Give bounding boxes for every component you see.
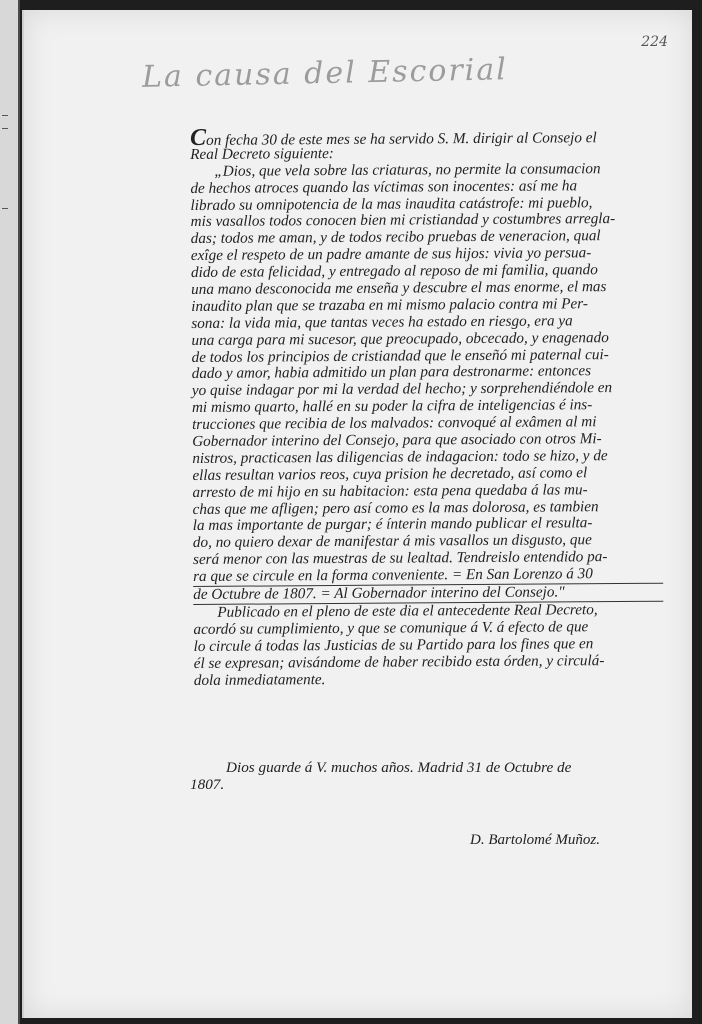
text-line: Real Decreto siguiente:: [190, 144, 334, 163]
handwritten-title: La causa del Escorial: [141, 52, 509, 95]
text-line: una mano desconocida me enseña y descubre el mas enorme, el mas: [191, 278, 607, 299]
text-line: será menor con las muestras de su lealtad. Tendreislo entendido pa-: [192, 548, 608, 569]
text-line: nistros, practicasen las diligencias de indagacion: todo se hizo, y de: [192, 447, 608, 467]
text-line: „Dios, que vela sobre las criaturas, no permite la consumacion: [214, 159, 601, 180]
text-line: acordó su cumplimiento, y que se comunique á V. á efecto de que: [193, 618, 589, 638]
dropcap: C: [189, 124, 207, 151]
signature: D. Bartolomé Muñoz.: [470, 832, 600, 848]
text-line: trucciones que recibia de los malvados: convoqué al exâmen al mi: [191, 413, 597, 434]
text-line: dado y amor, habia admitido un plan para destronarme: entonces: [191, 362, 592, 383]
text-line: das; todos me aman, y de todos recibo pruebas de veneracion, qual: [190, 227, 601, 248]
text-line: ellas resultan varios reos, cuya prision he decretado, así como el: [192, 464, 588, 484]
text-line: una carga para mi sucesor, que preocupado, obcecado, y enagenado: [191, 328, 609, 349]
text-line: librado su omnipotencia de la mas inaudita catástrofe: mi pueblo,: [190, 193, 593, 214]
text-line: dola inmediatamente.: [193, 670, 326, 689]
page-edge-mark: [2, 115, 8, 116]
text-line: la mas importante de purgar; é ínterin mando publicar el resulta-: [192, 514, 593, 535]
text-line: mis vasallos todos conocen bien mi cristiandad y costumbres arregla-: [190, 210, 616, 231]
text-line: do, no quiero dexar de manifestar á mis vasallos un disgusto, que: [192, 531, 592, 552]
text-line: lo circule á todas las Justicias de su Partido para los fines que en: [193, 634, 594, 655]
text-line: de Octubre de 1807. = Al Gobernador interino del Consejo.": [193, 584, 663, 605]
text-line: arresto de mi hijo en su habitacion: esta pena quedaba á las mu-: [192, 480, 588, 501]
text-line: mi mismo quarto, hallé en su poder la cifra de inteligencias é ins-: [191, 396, 593, 417]
text-line: chas que me afligen; pero así como es la mas dolorosa, es tambien: [192, 497, 599, 518]
text-line: dido de esta felicidad, y entregado al reposo de mi familia, quando: [190, 261, 598, 282]
text-line: ra que se circule en la forma conveniente. = En San Lorenzo á 30: [193, 566, 663, 587]
text-line: Publicado en el pleno de este dia el antecedente Real Decreto,: [217, 601, 598, 621]
greeting-year: 1807.: [190, 775, 225, 793]
text-line: él se expresan; avisándome de haber recibido esta órden, y circulá-: [193, 651, 605, 672]
page-edge-mark: [2, 208, 8, 209]
closing-greeting: [190, 760, 660, 794]
text-line: sona: la vida mia, que tantas veces ha estado en riesgo, era ya: [191, 312, 573, 332]
text-line: de hechos atroces quando las víctimas son inocentes: así me ha: [190, 176, 578, 197]
page-edge-mark: [2, 128, 8, 129]
text-line: Gobernador interino del Consejo, para que asociado con otros Mi-: [192, 430, 602, 451]
greeting-line: Dios guarde á V. muchos años. Madrid 31 de Octubre de: [226, 759, 572, 776]
text-line: Con fecha 30 de este mes se ha servido S. M. dirigir al Consejo el: [189, 124, 597, 151]
left-page-edge: [0, 0, 20, 1024]
text-line: inaudito plan que se trazaba en mi mismo palacio contra mi Per-: [191, 295, 588, 315]
page-number: 224: [641, 34, 668, 50]
decree-body: [189, 124, 664, 690]
text-line: de todos los principios de cristiandad que le enseñó mi paternal cui-: [191, 345, 609, 366]
text-line: yo quise indagar por mi la verdad del hecho; y sorprehendiéndole en: [191, 379, 613, 400]
text-line: exîge el respeto de un padre amante de sus hijos: vivia yo persua-: [190, 244, 592, 265]
